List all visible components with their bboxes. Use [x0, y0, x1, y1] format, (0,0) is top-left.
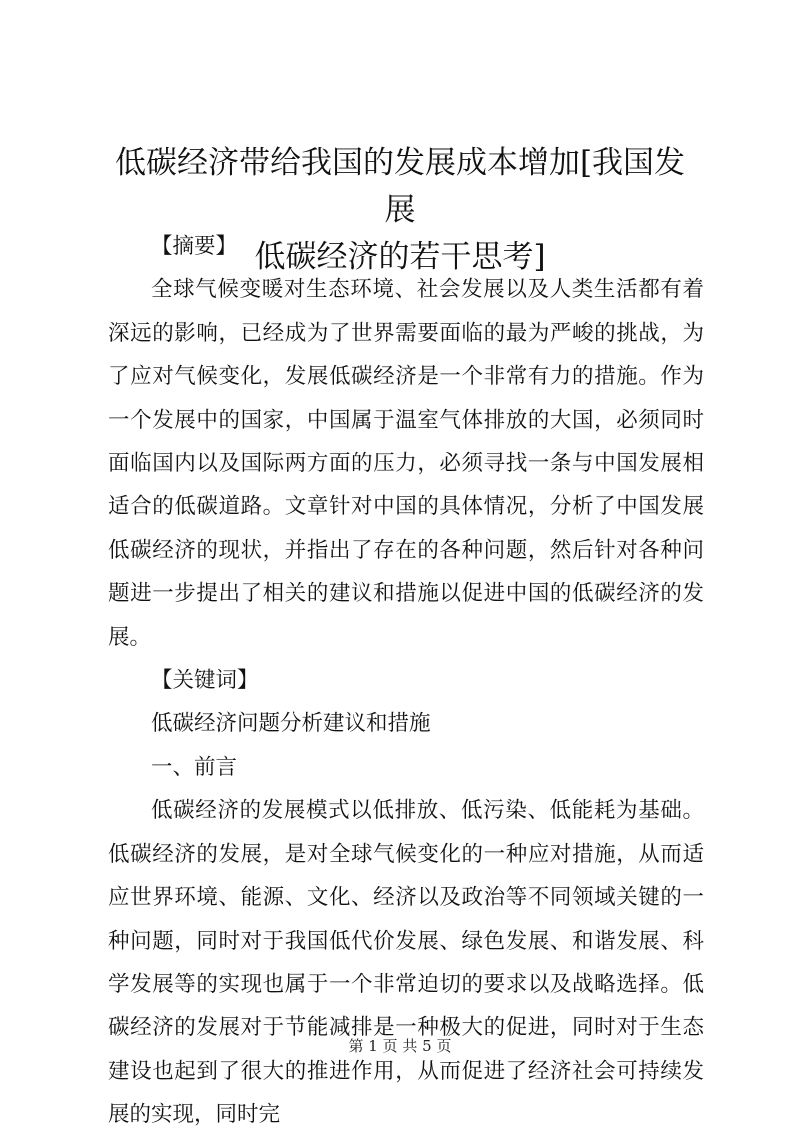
keywords-text: 低碳经济问题分析建议和措施	[151, 711, 431, 737]
abstract-paragraph: 全球气候变暖对生态环境、社会发展以及人类生活都有着深远的影响，已经成为了世界需要面临的最为严峻的挑战，为了应对气候变化，发展低碳经济是一个非常有力的措施。作为一个发展中的国家，中国属于温室气体排放的大国，必须同时面临国内以及国际两方面的压力，必须寻找一条与中国发展相适合的低碳道路。文章针对中国的具体情况，分析了中国发展低碳经济的现状，并指出了存在的各种问题，然后针对各种问题进一步提出了相关的建议和措施以促进中国的低碳经济的发展。	[108, 277, 704, 650]
abstract-heading: 【摘要】	[151, 234, 238, 259]
keywords-heading: 【关键词】	[151, 668, 259, 694]
section-paragraph: 低碳经济的发展模式以低排放、低污染、低能耗为基础。低碳经济的发展，是对全球气候变化的一种应对措施，从而适应世界环境、能源、文化、经济以及政治等不同领域关键的一种问题，同时对于我国低代价发展、绿色发展、和谐发展、科学发展等的实现也属于一个非常迫切的要求以及战略选择。低碳经济的发展对于节能减排是一种极大的促进，同时对于生态建设也起到了很大的推进作用，从而促进了经济社会可持续发展的实现，同时完	[108, 798, 704, 1128]
page-footer: 第 1 页 共 5 页	[348, 1037, 452, 1055]
title-line-1: 低碳经济带给我国的发展成本增加[我国发展	[114, 145, 686, 228]
section-heading: 一、前言	[151, 754, 238, 780]
title-line-2: 低碳经济的若干思考]	[254, 239, 546, 275]
document-body	[108, 225, 704, 1137]
